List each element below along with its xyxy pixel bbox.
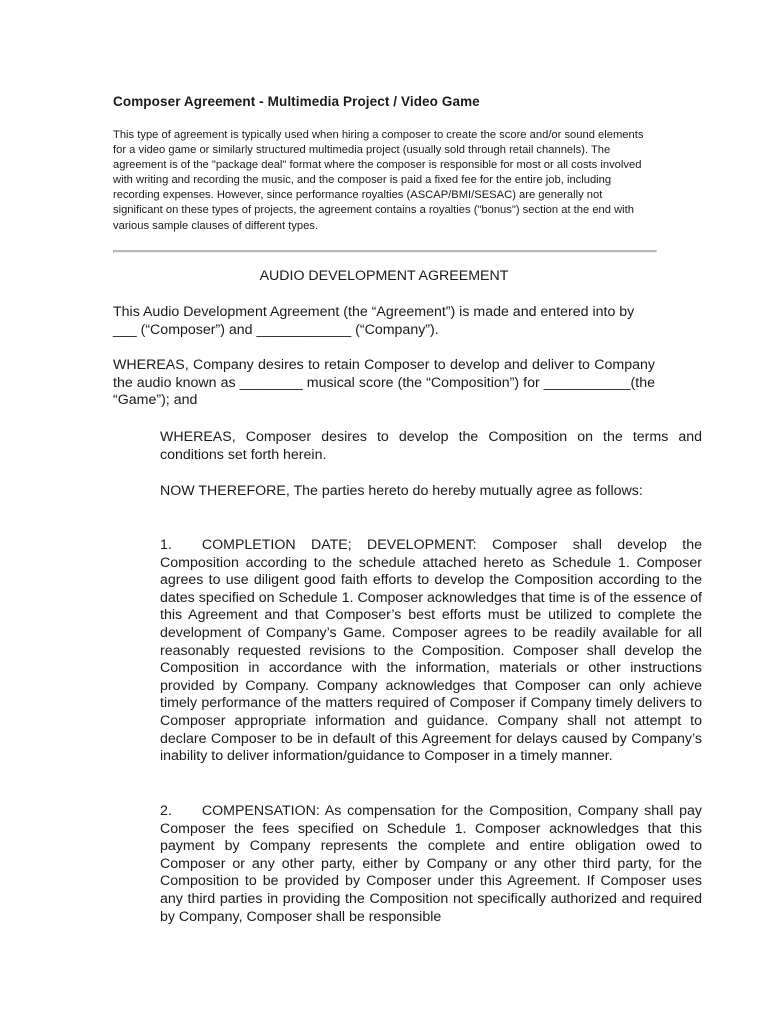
clause-1-paragraph <box>113 537 702 766</box>
section-divider <box>113 250 657 253</box>
now-therefore-paragraph <box>113 483 702 501</box>
preamble-paragraph: This Audio Development Agreement (the “Agreement”) is made and entered into by ___ (“Composer”) and ____________ (“Company”). <box>113 304 635 338</box>
intro-paragraph: This type of agreement is typically used when hiring a composer to create the score and/or sound elements for a video game or similarly structured multimedia project (usually sold through retail channels). The agreement is of the "package deal" format where the composer is responsible for most or all costs involved with writing and recording the music, and the composer is paid a fixed fee for the entire job, including recording expenses. However, since performance royalties (ASCAP/BMI/SESAC) are generally not significant on these types of projects, the agreement contains a royalties ("bonus") section at the end with various sample clauses of different types. <box>113 129 644 232</box>
whereas-paragraph-2 <box>113 429 702 464</box>
clause-1-number: 1. <box>160 537 172 553</box>
whereas-paragraph-1: WHEREAS, Company desires to retain Composer to develop and deliver to Company the audio known as ________ musical score (the “Composition”) for ___________(the “Game”); and <box>113 357 655 409</box>
agreement-heading: AUDIO DEVELOPMENT AGREEMENT <box>259 268 509 284</box>
now-therefore-text: NOW THEREFORE, The parties hereto do hereby mutually agree as follows: <box>160 483 643 499</box>
clause-2-paragraph <box>113 803 702 926</box>
clause-2-number: 2. <box>160 803 172 819</box>
clause-1-text: COMPLETION DATE; DEVELOPMENT: Composer shall develop the Composition according to the schedule attached hereto as Schedule 1. Composer agrees to use diligent good faith efforts to develop the Composition according to the dates specified on Schedule 1. Composer acknowledges that time is of the essence of this Agreement and that Composer’s best efforts must be utilized to complete the development of Company’s Game. Composer agrees to be readily available for all reasonably requested revisions to the Composition. Composer shall develop the Composition in accordance with the information, materials or other instructions provided by Company. Company acknowledges that Composer can only achieve timely performance of the matters required of Composer if Company timely delivers to Composer appropriate information and guidance. Company shall not attempt to declare Composer to be in default of this Agreement for delays caused by Company’s inability to deliver information/guidance to Composer in a timely manner. <box>160 537 702 765</box>
whereas-2-text: WHEREAS, Composer desires to develop the Composition on the terms and conditions set forth herein. <box>160 429 702 463</box>
clause-2-text: COMPENSATION: As compensation for the Composition, Company shall pay Composer the fees specified on Schedule 1. Composer acknowledges that this payment by Company represents the complete and entire obligation owed to Composer or any other party, either by Company or any other third party, for the Composition to be provided by Composer under this Agreement. If Composer uses any third parties in providing the Composition not specifically authorized and required by Company, Composer shall be responsible <box>160 803 702 925</box>
document-title: Composer Agreement - Multimedia Project / Video Game <box>113 94 480 109</box>
